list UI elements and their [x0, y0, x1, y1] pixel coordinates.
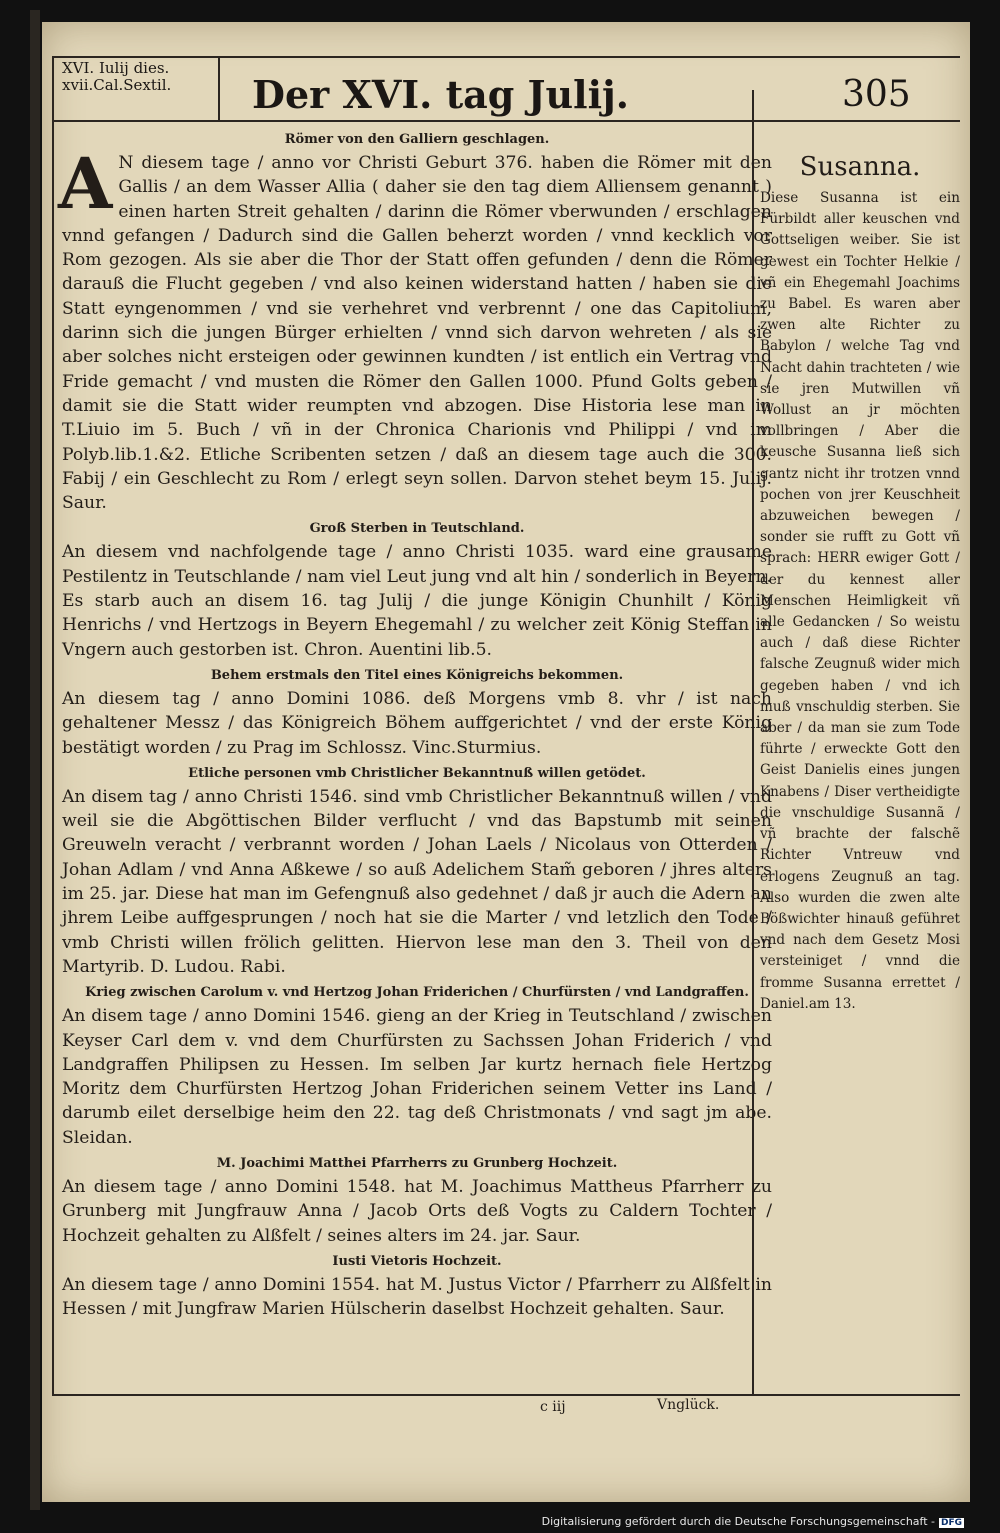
- entry-title: M. Joachimi Matthei Pfarrherrs zu Grunberg Hochzeit.: [216, 1155, 618, 1171]
- book-spine-edge: [30, 10, 40, 1510]
- header-date-block: [62, 60, 171, 94]
- entry-title: Römer von den Galliern geschlagen.: [284, 132, 550, 147]
- header-date-line-1: XVI. Iulij dies.: [62, 59, 170, 77]
- header-rule: [52, 120, 960, 122]
- entry-text: An disem tage / anno Domini 1546. gieng an der Krieg in Teutschland / zwischen Keyser Carl dem v. vnd dem Churfürsten zu Sachssen Johan Friderich / vnd Landgraffen Philipsen zu Hessen. Im selben Jar kurtz hernach fiele Hertzog Moritz dem Churfürsten Hertzog Johan Friderichen seinem Vetter ins Land / darumb eilet derselbige heim den 22. tag deß Christmonats / vnd sagt jm abe. Sleidan.: [62, 1006, 772, 1148]
- entry-text: An diesem tage / anno Domini 1548. hat M. Joachimus Mattheus Pfarrherr zu Grunberg mit Jungfrauw Anna / Jacob Orts deß Vogts zu Caldern Tochter / Hochzeit gehalten zu Alßfelt / seines alters im 24. jar. Saur.: [62, 1176, 772, 1246]
- entry-title: Iusti Vietoris Hochzeit.: [332, 1253, 502, 1269]
- sidebar-text: Diese Susanna ist ein Fürbildt aller keuschen vnd Gottseligen weiber. Sie ist gewest ein Tochter Helkie / vñ ein Ehegemahl Joachims zu Babel. Es waren aber zwen alte Richter zu Babylon / welche Tag vnd Nacht dahin trachteten / wie sie jren Mutwillen vñ Wollust an jr möchten vollbringen / Aber die keusche Susanna ließ sich gantz nicht ihr trotzen vnnd pochen von jrer Keuschheit abzuweichen bewegen / sonder sie rufft zu Gott vñ sprach: HERR ewiger Gott / der du kennest aller Menschen Heimligkeit vñ alle Gedancken / So weistu auch / daß diese Richter falsche Zeugnuß wider mich gegeben haben / vnd ich muß vnschuldig sterben. Sie aber / da man sie zum Tode führte / erweckte Gott den Geist Danielis eines jungen Knabens / Diser vertheidigte die vnschuldige Susannã / vñ brachte der falschẽ Richter Vntreuw vnd erlogens Zeugnuß an tag. Also wurden die zwen alte Bößwichter hinauß geführet vnd nach dem Gesetz Mosi versteiniget / vnnd die fromme Susanna errettet / Daniel.am 13.: [760, 190, 960, 1012]
- entry-text: An diesem tage / anno Domini 1554. hat M. Justus Victor / Pfarrherr zu Alßfelt in Hessen / mit Jungfraw Marien Hülscherin daselbst Hochzeit gehalten. Saur.: [62, 1274, 772, 1320]
- entry-title: Krieg zwischen Carolum v. vnd Hertzog Johan Friderichen / Churfürsten / vnd Landgraffen.: [85, 985, 749, 1001]
- entry: [62, 766, 772, 979]
- bottom-rule: [52, 1394, 960, 1396]
- digitization-credit: [542, 1515, 964, 1528]
- left-rule: [52, 56, 54, 1396]
- entry: [62, 668, 772, 760]
- entry: [62, 1254, 772, 1322]
- main-column: [58, 126, 772, 1325]
- header-divider-left: [218, 58, 220, 120]
- entry-text: An disem tag / anno Christi 1546. sind vmb Christlicher Bekanntnuß willen / vnd weil sie die Abgöttischen Bilder verflucht / vnd das Bapstumb mit seinen Greuweln veracht / verbrannt worden / Johan Laels / Nicolaus von Otterden / Johan Adlam / vnd Anna Aßkewe / so auß Adelichem Stam̃ geboren / jhres alters im 25. jar. Diese hat man im Gefengnuß also gedehnet / daß jr auch die Adern an jhrem Leibe auffgesprungen / noch hat sie die Marter / vnd letzlich den Tode / vmb Christi willen frölich gelitten. Hiervon lese man den 3. Theil von den Martyrib. D. Ludou. Rabi.: [62, 786, 772, 977]
- entry-text: AN diesem tage / anno vor Christi Geburt 376. haben die Römer mit den Gallis / an dem Wasser Allia ( daher sie den tag diem Alliensem genannt ) einen harten Streit gehalten / darinn die Römer vberwunden / erschlagen vnnd gefangen / Dadurch sind die Gallen beherzt worden / vnnd kecklich vor Rom gezogen. Als sie aber die Thor der Statt offen gefunden / denn die Römer darauß die Flucht gegeben / vnd also keinen widerstand hatten / haben sie die Statt eyngenommen / vnd sie verhehret vnd verbrennt / one das Capitolium, darinn sich die jungen Bürger erhielten / vnnd sich darvon wehreten / als sie aber solches nicht ersteigen oder gewinnen kundten / ist entlich ein Vertrag vnd Fride gemacht / vnd musten die Römer den Gallen 1000. Pfund Golts geben / damit sie die Statt wider reumpten vnd abzogen. Dise Historia lese man in T.Liuio im 5. Buch / vñ in der Chronica Charionis vnd Philippi / vnd im Polyb.lib.1.&2. Etliche Scribenten setzen / daß an diesem tage auch die 300. Fabij / ein Geschlecht zu Rom / erlegt seyn sollen. Darvon stehet beym 15. Julij. Saur.: [58, 142, 772, 514]
- entry-title: Behem erstmals den Titel eines Königreichs bekommen.: [210, 667, 624, 683]
- entry-text: An diesem vnd nachfolgende tage / anno Christi 1035. ward eine grausame Pestilentz in Teutschlande / nam viel Leut jung vnd alt hin / sonderlich in Beyern. Es starb auch an disem 16. tag Julij / die junge Königin Chunhilt / König Henrichs / vnd Hertzogs in Beyern Ehegemahl / zu welcher zeit König Steffan in Vngern auch gestorben ist. Chron. Auentini lib.5.: [62, 542, 772, 660]
- entry: [62, 521, 772, 661]
- entry: [62, 1156, 772, 1248]
- signature-mark: c iij: [540, 1399, 566, 1415]
- page-number: 305: [842, 74, 911, 115]
- header-date-line-2: xvii.Cal.Sextil.: [62, 76, 172, 94]
- sidebar-column: [760, 152, 960, 1015]
- dfg-logo: DFG: [940, 1518, 962, 1528]
- scanned-page: [42, 22, 970, 1502]
- credit-text: Digitalisierung gefördert durch die Deutsche Forschungsgemeinschaft -: [541, 1515, 935, 1528]
- sidebar-title: Susanna.: [799, 152, 921, 182]
- entry-title: Groß Sterben in Teutschland.: [309, 521, 525, 537]
- entry: [62, 985, 772, 1150]
- top-rule: [52, 56, 960, 58]
- entry: [58, 132, 772, 515]
- entry-text: An diesem tag / anno Domini 1086. deß Morgens vmb 8. vhr / ist nach gehaltener Messz / das Königreich Böhem auffgerichtet / vnd der erste König bestätigt worden / zu Prag im Schlossz. Vinc.Sturmius.: [62, 688, 772, 758]
- catchword: Vnglück.: [657, 1397, 720, 1413]
- page-title: Der XVI. tag Julij.: [252, 72, 630, 117]
- entry-title: Etliche personen vmb Christlicher Bekanntnuß willen getödet.: [188, 765, 646, 781]
